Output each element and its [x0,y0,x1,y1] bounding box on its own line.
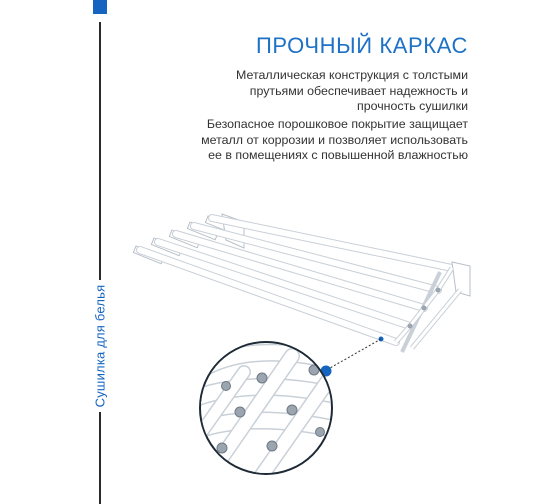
zoom-detail-circle [190,342,340,478]
section-title: ПРОЧНЫЙ КАРКАС [255,32,468,58]
feature-description-coating: Безопасное порошковое покрытие защищает металл от коррозии и позволяет использовать ее в помещениях с повышенной влажностью [201,117,468,162]
rack-bars [140,218,452,342]
side-category-label: Сушилка для белья [92,284,108,408]
feature-description-frame: Металлическая конструкция с толстыми прутьями обеспечивает надежность и прочность сушилки [236,68,468,113]
detail-callout-pointer [321,337,384,377]
